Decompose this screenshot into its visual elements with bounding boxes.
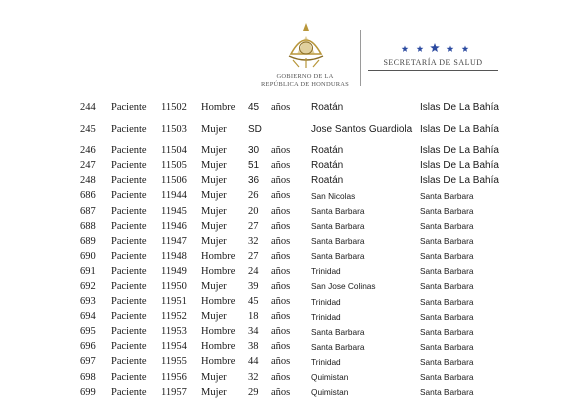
patient-label: Paciente: [111, 280, 147, 292]
patient-label: Paciente: [111, 250, 147, 262]
patient-sex: Mujer: [201, 123, 227, 135]
patient-municipality: Santa Barbara: [311, 326, 365, 337]
patient-department: Santa Barbara: [420, 190, 474, 201]
patient-age: 27: [248, 250, 259, 262]
patient-sex: Mujer: [201, 190, 227, 202]
table-row: [80, 279, 520, 294]
age-unit: años: [271, 145, 291, 157]
patient-municipality: Trinidad: [311, 311, 341, 322]
patient-sex: Mujer: [201, 235, 227, 247]
row-number: 247: [80, 160, 96, 172]
patient-age: 32: [248, 371, 259, 383]
patient-municipality: Trinidad: [311, 356, 341, 367]
government-label-line2: REPÚBLICA DE HONDURAS: [261, 81, 349, 88]
table-row: [80, 249, 520, 264]
patient-label: Paciente: [111, 356, 147, 368]
patient-age: 32: [248, 235, 259, 247]
age-unit: años: [271, 386, 291, 398]
patient-department: Santa Barbara: [420, 341, 474, 352]
patient-department: Santa Barbara: [420, 236, 474, 247]
patient-municipality: San Nicolas: [311, 190, 356, 201]
patient-department: Santa Barbara: [420, 251, 474, 262]
age-unit: años: [271, 311, 291, 323]
document-header: [0, 0, 583, 96]
patient-department: Santa Barbara: [420, 311, 474, 322]
table-row: [80, 143, 520, 158]
patient-label: Paciente: [111, 235, 147, 247]
patient-label: Paciente: [111, 341, 147, 353]
age-unit: años: [271, 102, 291, 114]
age-unit: años: [271, 220, 291, 232]
header-divider: [360, 30, 361, 86]
patient-label: Paciente: [111, 296, 147, 308]
table-row: [80, 370, 520, 385]
patient-label: Paciente: [111, 190, 147, 202]
patient-age: 24: [248, 265, 259, 277]
patient-label: Paciente: [111, 205, 147, 217]
patient-sex: Mujer: [201, 220, 227, 232]
age-unit: años: [271, 235, 291, 247]
patient-id: 11502: [161, 102, 187, 114]
patient-municipality: Roatán: [311, 160, 344, 172]
patient-id: 11506: [161, 175, 187, 187]
patient-label: Paciente: [111, 160, 147, 172]
row-number: 686: [80, 190, 96, 202]
five-stars-icon: [395, 42, 475, 54]
table-row: [80, 158, 520, 173]
patient-label: Paciente: [111, 145, 147, 157]
row-number: 692: [80, 280, 96, 292]
patient-age: 26: [248, 190, 259, 202]
patient-id: 11945: [161, 205, 187, 217]
star-icon: [430, 43, 440, 52]
patient-id: 11946: [161, 220, 187, 232]
age-unit: años: [271, 265, 291, 277]
patient-municipality: Santa Barbara: [311, 341, 365, 352]
patient-label: Paciente: [111, 371, 147, 383]
table-row: [80, 309, 520, 324]
table-row: [80, 354, 520, 369]
patient-municipality: Jose Santos Guardiola: [311, 123, 413, 135]
patient-age: 30: [248, 145, 260, 157]
patient-id: 11955: [161, 356, 187, 368]
patient-sex: Hombre: [201, 326, 236, 338]
row-number: 690: [80, 250, 96, 262]
patient-id: 11956: [161, 371, 187, 383]
table-row: [80, 234, 520, 249]
patient-id: 11954: [161, 341, 187, 353]
patient-sex: Hombre: [201, 356, 236, 368]
patient-table: [80, 100, 520, 400]
star-icon: [417, 46, 424, 52]
patient-municipality: Santa Barbara: [311, 236, 365, 247]
patient-sex: Mujer: [201, 160, 227, 172]
patient-label: Paciente: [111, 123, 147, 135]
patient-id: 11944: [161, 190, 187, 202]
patient-department: Islas De La Bahía: [420, 175, 499, 187]
table-row: [80, 339, 520, 354]
table-row: [80, 294, 520, 309]
row-number: 694: [80, 311, 96, 323]
patient-label: Paciente: [111, 102, 147, 114]
table-row: [80, 115, 520, 143]
patient-age: 45: [248, 102, 260, 114]
patient-id: 11952: [161, 311, 187, 323]
patient-department: Santa Barbara: [420, 296, 474, 307]
patient-department: Santa Barbara: [420, 356, 474, 367]
patient-sex: Hombre: [201, 102, 236, 114]
row-number: 698: [80, 371, 96, 383]
row-number: 691: [80, 265, 96, 277]
table-row: [80, 188, 520, 203]
patient-sex: Hombre: [201, 265, 236, 277]
patient-label: Paciente: [111, 326, 147, 338]
table-row: [80, 264, 520, 279]
patient-department: Santa Barbara: [420, 206, 474, 217]
star-icon: [447, 46, 454, 52]
row-number: 699: [80, 386, 96, 398]
star-icon: [462, 46, 469, 52]
patient-id: 11950: [161, 280, 187, 292]
patient-department: Santa Barbara: [420, 372, 474, 383]
patient-municipality: Roatán: [311, 175, 344, 187]
star-icon: [402, 46, 409, 52]
patient-municipality: San Jose Colinas: [311, 281, 376, 292]
patient-label: Paciente: [111, 386, 147, 398]
patient-id: 11947: [161, 235, 187, 247]
patient-department: Santa Barbara: [420, 326, 474, 337]
patient-age: 29: [248, 386, 259, 398]
age-unit: años: [271, 280, 291, 292]
age-unit: años: [271, 356, 291, 368]
patient-municipality: Santa Barbara: [311, 221, 365, 232]
patient-id: 11504: [161, 145, 187, 157]
table-row: [80, 173, 520, 188]
patient-sex: Mujer: [201, 145, 227, 157]
row-number: 693: [80, 296, 96, 308]
ministry-label: SECRETARÍA DE SALUD: [383, 58, 483, 67]
patient-department: Islas De La Bahía: [420, 123, 499, 135]
patient-age: 51: [248, 160, 260, 172]
row-number: 696: [80, 341, 96, 353]
patient-label: Paciente: [111, 265, 147, 277]
table-row: [80, 219, 520, 234]
row-number: 245: [80, 123, 96, 135]
patient-label: Paciente: [111, 175, 147, 187]
government-label: [246, 73, 364, 89]
row-number: 689: [80, 235, 96, 247]
table-row: [80, 324, 520, 339]
table-row: [80, 385, 520, 400]
patient-municipality: Trinidad: [311, 296, 341, 307]
patient-sex: Mujer: [201, 280, 227, 292]
patient-age: 36: [248, 175, 260, 187]
patient-sex: Hombre: [201, 250, 236, 262]
table-row: [80, 203, 520, 218]
patient-municipality: Santa Barbara: [311, 251, 365, 262]
patient-label: Paciente: [111, 220, 147, 232]
patient-age: SD: [248, 123, 262, 135]
age-unit: años: [271, 326, 291, 338]
patient-age: 39: [248, 280, 259, 292]
patient-age: 45: [248, 296, 259, 308]
patient-age: 44: [248, 356, 259, 368]
patient-municipality: Santa Barbara: [311, 206, 365, 217]
patient-id: 11953: [161, 326, 187, 338]
age-unit: años: [271, 190, 291, 202]
patient-sex: Mujer: [201, 371, 227, 383]
row-number: 695: [80, 326, 96, 338]
row-number: 688: [80, 220, 96, 232]
patient-id: 11951: [161, 296, 187, 308]
patient-department: Islas De La Bahía: [420, 145, 499, 157]
patient-id: 11505: [161, 160, 187, 172]
patient-department: Santa Barbara: [420, 387, 474, 398]
patient-id: 11503: [161, 123, 187, 135]
government-label-line1: GOBIERNO DE LA: [276, 73, 334, 80]
patient-id: 11948: [161, 250, 187, 262]
patient-department: Santa Barbara: [420, 281, 474, 292]
patient-age: 34: [248, 326, 259, 338]
patient-label: Paciente: [111, 311, 147, 323]
honduras-coat-of-arms-icon: [283, 20, 329, 70]
patient-sex: Mujer: [201, 386, 227, 398]
patient-municipality: Roatán: [311, 145, 344, 157]
row-number: 244: [80, 102, 96, 114]
age-unit: años: [271, 250, 291, 262]
patient-department: Islas De La Bahía: [420, 102, 499, 114]
patient-municipality: Trinidad: [311, 266, 341, 277]
patient-age: 27: [248, 220, 259, 232]
row-number: 248: [80, 175, 96, 187]
row-number: 246: [80, 145, 96, 157]
patient-age: 18: [248, 311, 259, 323]
row-number: 687: [80, 205, 96, 217]
patient-department: Islas De La Bahía: [420, 160, 499, 172]
patient-id: 11957: [161, 386, 187, 398]
patient-sex: Mujer: [201, 311, 227, 323]
age-unit: años: [271, 371, 291, 383]
age-unit: años: [271, 160, 291, 172]
age-unit: años: [271, 175, 291, 187]
row-number: 697: [80, 356, 96, 368]
patient-sex: Mujer: [201, 205, 227, 217]
patient-age: 20: [248, 205, 259, 217]
age-unit: años: [271, 341, 291, 353]
age-unit: años: [271, 205, 291, 217]
table-row: [80, 100, 520, 115]
age-unit: años: [271, 296, 291, 308]
patient-department: Santa Barbara: [420, 221, 474, 232]
age-unit: [271, 115, 311, 143]
patient-sex: Hombre: [201, 341, 236, 353]
ministry-underline: [368, 70, 498, 71]
patient-municipality: Quimistan: [311, 372, 349, 383]
patient-age: 38: [248, 341, 259, 353]
patient-id: 11949: [161, 265, 187, 277]
patient-department: Santa Barbara: [420, 266, 474, 277]
patient-municipality: Roatán: [311, 102, 344, 114]
patient-municipality: Quimistan: [311, 387, 349, 398]
patient-sex: Hombre: [201, 296, 236, 308]
patient-sex: Mujer: [201, 175, 227, 187]
